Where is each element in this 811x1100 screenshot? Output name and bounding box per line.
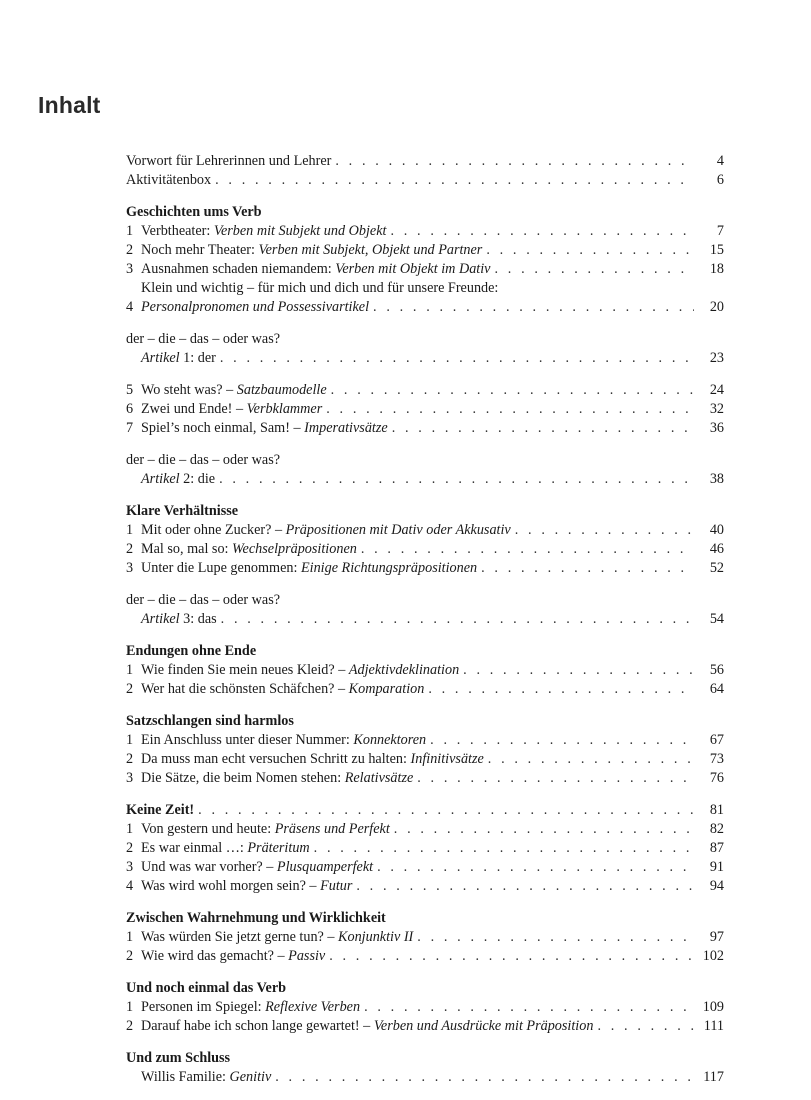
toc-entry[interactable] xyxy=(126,998,724,1017)
entry-line xyxy=(141,298,724,317)
entry-topic: Konnektoren xyxy=(353,732,427,748)
section-heading: Satzschlangen sind harmlos xyxy=(126,713,294,729)
entry-text: Wie finden Sie mein neues Kleid? – xyxy=(141,662,349,678)
toc-entry[interactable] xyxy=(126,152,724,171)
toc-entry[interactable] xyxy=(126,928,724,947)
entry-body xyxy=(126,152,724,171)
toc-entry[interactable] xyxy=(126,839,724,858)
heading-text: Keine Zeit! xyxy=(126,802,195,818)
toc-entry[interactable] xyxy=(126,349,724,368)
toc-section xyxy=(126,801,724,896)
page-number: 20 xyxy=(709,299,724,315)
entry-body xyxy=(141,540,724,559)
page-number: 23 xyxy=(709,350,724,366)
entry-body xyxy=(141,381,724,400)
entry-topic: Verbklammer xyxy=(246,401,323,417)
entry-text: Was wird wohl morgen sein? – xyxy=(141,878,321,894)
entry-number: 1 xyxy=(126,929,134,945)
section-heading: Und noch einmal das Verb xyxy=(126,980,287,996)
dot-leader xyxy=(373,298,694,317)
dot-leader xyxy=(314,839,694,858)
entry-number: 4 xyxy=(126,299,134,315)
entry-number: 2 xyxy=(126,840,134,856)
dot-leader xyxy=(215,171,694,190)
entry-topic: Präteritum xyxy=(247,840,310,856)
entry-body xyxy=(141,769,724,788)
entry-body xyxy=(141,1068,724,1087)
entry-title xyxy=(141,521,511,540)
toc-section xyxy=(126,979,724,1036)
toc-entry[interactable] xyxy=(126,400,724,419)
page-number: 15 xyxy=(709,242,724,258)
entry-number: 1 xyxy=(126,821,134,837)
entry-topic: Komparation xyxy=(348,681,425,697)
entry-body xyxy=(141,947,724,966)
dot-leader xyxy=(356,877,694,896)
entry-title xyxy=(141,1017,593,1036)
entry-body xyxy=(141,559,724,578)
toc-entry[interactable] xyxy=(126,381,724,400)
entry-body xyxy=(141,610,724,629)
entry-text: Wer hat die schönsten Schäfchen? – xyxy=(141,681,349,697)
toc-entry[interactable] xyxy=(126,171,724,190)
entry-topic: Artikel xyxy=(141,611,180,627)
entry-text: Unter die Lupe genommen: xyxy=(141,560,301,576)
entry-topic: Passiv xyxy=(288,948,326,964)
toc-entry[interactable] xyxy=(126,260,724,279)
page-number: 102 xyxy=(702,948,724,964)
dot-leader xyxy=(486,241,694,260)
page-number: 36 xyxy=(709,420,724,436)
entry-title xyxy=(141,661,459,680)
entry-title xyxy=(141,222,386,241)
entry-topic: Personalpronomen und Possessivartikel xyxy=(141,299,370,315)
dot-leader xyxy=(198,801,694,820)
toc-section xyxy=(126,330,724,368)
dot-leader xyxy=(364,998,694,1017)
page-number: 6 xyxy=(716,172,724,188)
entry-body xyxy=(141,877,724,896)
entry-topic: Verben mit Subjekt, Objekt und Partner xyxy=(258,242,483,258)
entry-topic: Plusquamperfekt xyxy=(276,859,374,875)
toc-entry[interactable] xyxy=(126,750,724,769)
dot-leader xyxy=(335,152,694,171)
dot-leader xyxy=(394,820,694,839)
toc-section xyxy=(126,381,724,438)
entry-number: 7 xyxy=(126,420,134,436)
entry-number: 1 xyxy=(126,223,134,239)
entry-body xyxy=(141,521,724,540)
toc-section xyxy=(126,642,724,699)
entry-number: 3 xyxy=(126,859,134,875)
section-heading: der – die – das – oder was? xyxy=(126,331,281,347)
entry-title xyxy=(141,731,426,750)
entry-title xyxy=(141,769,413,788)
dot-leader xyxy=(326,400,694,419)
toc-entry[interactable] xyxy=(126,731,724,750)
entry-topic: Artikel xyxy=(141,350,180,366)
entry-text: Personen im Spiegel: xyxy=(141,999,266,1015)
entry-number: 1 xyxy=(126,522,134,538)
entry-text: Wo steht was? – xyxy=(141,382,237,398)
page-number: 81 xyxy=(709,802,724,818)
entry-title xyxy=(141,947,325,966)
entry-topic: Adjektivdeklination xyxy=(348,662,460,678)
entry-number: 1 xyxy=(126,662,134,678)
toc-entry[interactable] xyxy=(126,661,724,680)
entry-title xyxy=(141,998,360,1017)
entry-title: Vorwort für Lehrerinnen und Lehrer xyxy=(126,153,332,169)
entry-text: Was würden Sie jetzt gerne tun? – xyxy=(141,929,339,945)
dot-leader xyxy=(481,559,694,578)
entry-title xyxy=(141,241,482,260)
entry-number: 2 xyxy=(126,541,134,557)
page-number: 109 xyxy=(702,999,724,1015)
entry-topic: Satzbaumodelle xyxy=(236,382,327,398)
entry-body xyxy=(141,400,724,419)
toc-entry[interactable] xyxy=(126,680,724,699)
entry-title xyxy=(141,540,357,559)
entry-title xyxy=(141,750,484,769)
entry-number: 2 xyxy=(126,948,134,964)
toc-entry[interactable] xyxy=(126,1017,724,1036)
page-number: 18 xyxy=(709,261,724,277)
entry-number: 1 xyxy=(126,999,134,1015)
page-number: 7 xyxy=(716,223,724,239)
entry-number: 1 xyxy=(126,732,134,748)
entry-number: 3 xyxy=(126,560,134,576)
toc-section xyxy=(126,451,724,489)
toc-entry[interactable] xyxy=(126,1068,724,1087)
entry-text: Willis Familie: xyxy=(141,1069,230,1085)
toc-entry[interactable] xyxy=(126,241,724,260)
entry-body xyxy=(141,279,724,317)
dot-leader xyxy=(430,731,694,750)
entry-title xyxy=(141,839,310,858)
entry-title xyxy=(141,877,352,896)
entry-suffix: 2: die xyxy=(179,471,216,487)
toc-entry[interactable] xyxy=(126,610,724,629)
dot-leader xyxy=(515,521,694,540)
entry-text: Da muss man echt versuchen Schritt zu halten: xyxy=(141,751,411,767)
entry-number: 2 xyxy=(126,242,134,258)
entry-title xyxy=(141,419,388,438)
entry-text: Wie wird das gemacht? – xyxy=(141,948,289,964)
entry-topic: Verben und Ausdrücke mit Präposition xyxy=(373,1018,594,1034)
entry-body xyxy=(141,731,724,750)
toc-section xyxy=(126,712,724,788)
entry-body xyxy=(141,680,724,699)
page-number: 56 xyxy=(709,662,724,678)
toc-section xyxy=(126,909,724,966)
page-number: 94 xyxy=(709,878,724,894)
entry-text: Mit oder ohne Zucker? – xyxy=(141,522,286,538)
dot-leader xyxy=(488,750,694,769)
entry-body xyxy=(141,750,724,769)
dot-leader xyxy=(377,858,694,877)
toc-section xyxy=(126,1049,724,1087)
entry-text: Von gestern und heute: xyxy=(141,821,275,837)
entry-topic: Verben mit Objekt im Dativ xyxy=(335,261,491,277)
entry-text: Die Sätze, die beim Nomen stehen: xyxy=(141,770,345,786)
entry-topic: Genitiv xyxy=(229,1069,272,1085)
page-number: 73 xyxy=(709,751,724,767)
entry-topic: Präsens und Perfekt xyxy=(274,821,390,837)
dot-leader xyxy=(463,661,694,680)
entry-body xyxy=(141,839,724,858)
page-number: 32 xyxy=(709,401,724,417)
section-heading: Und zum Schluss xyxy=(126,1050,231,1066)
section-heading: der – die – das – oder was? xyxy=(126,452,281,468)
dot-leader xyxy=(428,680,694,699)
entry-body xyxy=(141,260,724,279)
entry-title xyxy=(141,820,390,839)
dot-leader xyxy=(220,349,694,368)
toc-section xyxy=(126,591,724,629)
dot-leader xyxy=(219,470,694,489)
entry-text: Ausnahmen schaden niemandem: xyxy=(141,261,336,277)
entry-number: 2 xyxy=(126,1018,134,1034)
page-number: 38 xyxy=(709,471,724,487)
entry-number: 5 xyxy=(126,382,134,398)
dot-leader xyxy=(361,540,694,559)
page-number: 24 xyxy=(709,382,724,398)
toc-entry[interactable] xyxy=(126,470,724,489)
entry-number: 4 xyxy=(126,878,134,894)
entry-body xyxy=(141,241,724,260)
toc-entry[interactable] xyxy=(126,540,724,559)
dot-leader xyxy=(494,260,694,279)
toc-entry[interactable] xyxy=(126,521,724,540)
page-number: 97 xyxy=(709,929,724,945)
entry-title xyxy=(141,400,322,419)
toc-entry[interactable] xyxy=(126,858,724,877)
dot-leader xyxy=(417,769,694,788)
table-of-contents xyxy=(126,152,724,1100)
entry-title xyxy=(141,381,327,400)
page-number: 67 xyxy=(709,732,724,748)
entry-title xyxy=(141,559,477,578)
entry-title xyxy=(141,858,373,877)
entry-topic: Infinitivsätze xyxy=(410,751,484,767)
section-heading: der – die – das – oder was? xyxy=(126,592,281,608)
entry-text: Ein Anschluss unter dieser Nummer: xyxy=(141,732,354,748)
entry-title: Aktivitätenbox xyxy=(126,172,212,188)
toc-entry[interactable] xyxy=(126,877,724,896)
entry-body xyxy=(141,222,724,241)
section-heading: Geschichten ums Verb xyxy=(126,204,262,220)
entry-topic: Präpositionen mit Dativ oder Akkusativ xyxy=(285,522,511,538)
toc-entry[interactable] xyxy=(126,222,724,241)
page-number: 117 xyxy=(703,1069,724,1085)
section-heading: Zwischen Wahrnehmung und Wirklichkeit xyxy=(126,910,386,926)
toc-section xyxy=(126,203,724,317)
entry-number: 2 xyxy=(126,681,134,697)
entry-text: Verbtheater: xyxy=(141,223,214,239)
entry-body xyxy=(141,820,724,839)
entry-body xyxy=(141,858,724,877)
entry-text: Darauf habe ich schon lange gewartet! – xyxy=(141,1018,374,1034)
entry-topic: Reflexive Verben xyxy=(265,999,361,1015)
front-matter xyxy=(126,152,724,190)
section-heading[interactable] xyxy=(126,801,724,820)
page-number: 52 xyxy=(709,560,724,576)
entry-topic: Relativsätze xyxy=(344,770,414,786)
entry-topic: Verben mit Subjekt und Objekt xyxy=(213,223,387,239)
entry-number: 3 xyxy=(126,770,134,786)
page-number: 4 xyxy=(716,153,724,169)
entry-number: 2 xyxy=(126,751,134,767)
entry-body xyxy=(141,419,724,438)
entry-text: Zwei und Ende! – xyxy=(141,401,247,417)
entry-topic: Futur xyxy=(320,878,353,894)
dot-leader xyxy=(390,222,694,241)
entry-body xyxy=(141,1017,724,1036)
page-number: 54 xyxy=(709,611,724,627)
entry-topic: Wechselpräpositionen xyxy=(232,541,357,557)
entry-body xyxy=(141,661,724,680)
page-number: 87 xyxy=(709,840,724,856)
entry-body xyxy=(141,470,724,489)
dot-leader xyxy=(417,928,694,947)
toc-entry[interactable] xyxy=(126,419,724,438)
section-heading: Endungen ohne Ende xyxy=(126,643,257,659)
entry-number: 6 xyxy=(126,401,134,417)
page-number: 40 xyxy=(709,522,724,538)
dot-leader xyxy=(331,381,694,400)
entry-title xyxy=(141,610,217,629)
dot-leader xyxy=(275,1068,694,1087)
dot-leader xyxy=(221,610,694,629)
entry-topic: Konjunktiv II xyxy=(338,929,414,945)
page-number: 82 xyxy=(709,821,724,837)
entry-text: Mal so, mal so: xyxy=(141,541,233,557)
toc-entry[interactable] xyxy=(126,279,724,317)
entry-title xyxy=(141,928,413,947)
entry-title xyxy=(141,1068,271,1087)
toc-entry[interactable] xyxy=(126,820,724,839)
entry-topic: Einige Richtungspräpositionen xyxy=(300,560,478,576)
section-heading: Klare Verhältnisse xyxy=(126,503,239,519)
page-title: Inhalt xyxy=(38,92,101,118)
entry-text: Es war einmal …: xyxy=(141,840,248,856)
entry-suffix: 3: das xyxy=(179,611,217,627)
entry-text: Noch mehr Theater: xyxy=(141,242,259,258)
entry-title xyxy=(141,470,215,489)
page-number: 111 xyxy=(703,1018,724,1034)
dot-leader xyxy=(597,1017,694,1036)
entry-text: Und was war vorher? – xyxy=(141,859,277,875)
entry-body xyxy=(141,928,724,947)
toc-entry[interactable] xyxy=(126,769,724,788)
dot-leader xyxy=(392,419,694,438)
entry-title xyxy=(141,260,490,279)
entry-text: Spiel’s noch einmal, Sam! – xyxy=(141,420,305,436)
entry-body xyxy=(126,801,724,820)
entry-body xyxy=(126,171,724,190)
entry-body xyxy=(141,349,724,368)
entry-suffix: 1: der xyxy=(179,350,216,366)
toc-entry[interactable] xyxy=(126,947,724,966)
toc-section xyxy=(126,502,724,578)
entry-topic: Artikel xyxy=(141,471,180,487)
entry-title xyxy=(141,349,216,368)
entry-title xyxy=(141,680,424,699)
entry-topic: Imperativsätze xyxy=(304,420,388,436)
page-number: 91 xyxy=(709,859,724,875)
toc-entry[interactable] xyxy=(126,559,724,578)
page-number: 64 xyxy=(709,681,724,697)
dot-leader xyxy=(329,947,694,966)
entry-body xyxy=(141,998,724,1017)
page-number: 76 xyxy=(709,770,724,786)
entry-text: Klein und wichtig – für mich und dich und für unsere Freunde: xyxy=(141,280,499,296)
entry-number: 3 xyxy=(126,261,134,277)
page-number: 46 xyxy=(709,541,724,557)
